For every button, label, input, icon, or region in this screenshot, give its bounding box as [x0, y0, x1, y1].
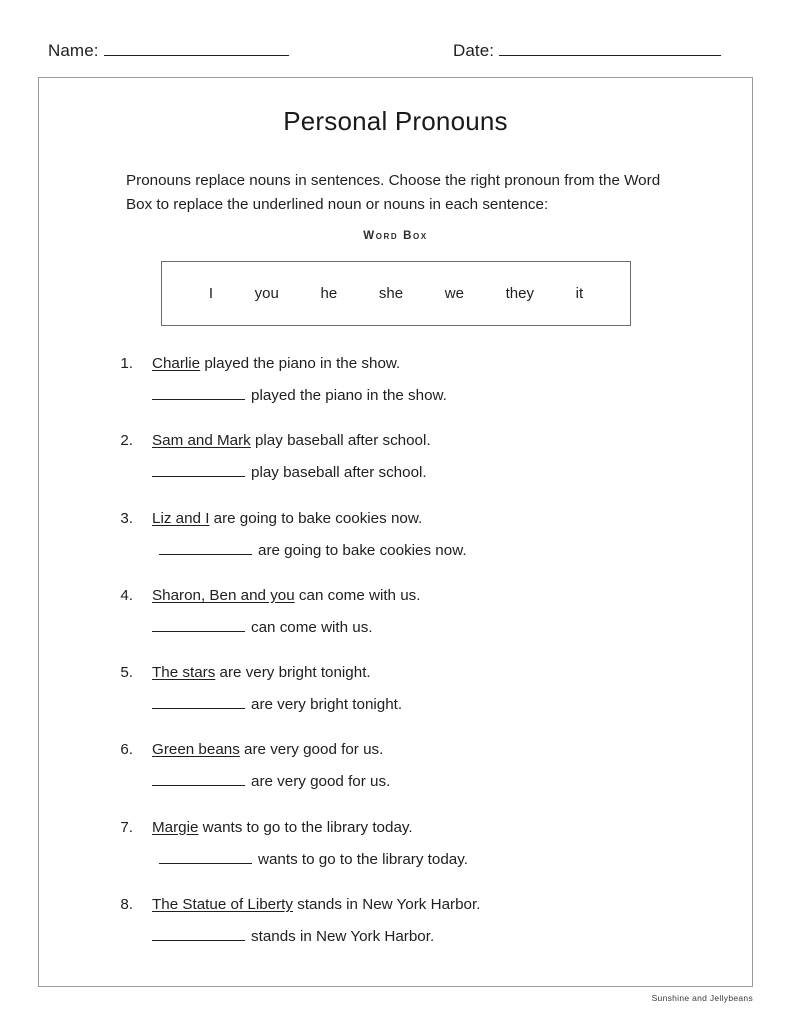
question-number: 7.	[120, 818, 133, 836]
sentence-remainder: are going to bake cookies now.	[209, 509, 423, 527]
sentence-remainder: can come with us.	[294, 586, 421, 604]
answer-sentence-remainder: can come with us.	[251, 618, 373, 636]
pronoun-answer-blank[interactable]	[152, 619, 245, 632]
name-label: Name:	[48, 41, 99, 60]
question-number: 5.	[120, 664, 133, 682]
word-box-label: Word Box	[363, 230, 428, 242]
underlined-noun: The stars	[152, 664, 216, 682]
question-sentence	[152, 510, 422, 527]
word-box-word[interactable]: he	[320, 285, 338, 302]
date-field-group	[453, 41, 721, 61]
word-box-word[interactable]: you	[254, 285, 279, 302]
sentence-remainder: played the piano in the show.	[200, 355, 401, 372]
answer-sentence-remainder: are very bright tonight.	[251, 696, 403, 714]
word-box-word[interactable]: she	[378, 285, 404, 302]
underlined-noun: Margie	[152, 818, 199, 836]
question-number: 6.	[120, 741, 133, 759]
question-item	[39, 741, 752, 818]
underlined-noun: Liz and I	[152, 509, 210, 527]
question-item	[39, 432, 752, 509]
sentence-remainder: wants to go to the library today.	[198, 818, 413, 836]
answer-sentence-remainder: played the piano in the show.	[251, 387, 447, 404]
word-box-word[interactable]: I	[208, 285, 213, 302]
instructions-text: Pronouns replace nouns in sentences. Choose the right pronoun from the Word Box to replace the underlined noun or nouns in each sentence:	[126, 172, 661, 213]
question-number: 2.	[120, 432, 133, 450]
word-box	[161, 261, 631, 326]
underlined-noun: Sam and Mark	[152, 432, 251, 450]
sentence-remainder: play baseball after school.	[250, 432, 431, 450]
pronoun-answer-blank[interactable]	[152, 387, 245, 400]
answer-sentence-remainder: are going to bake cookies now.	[258, 541, 467, 559]
word-box-word[interactable]: they	[505, 285, 534, 302]
question-item	[39, 510, 752, 587]
name-write-in-line[interactable]	[104, 42, 289, 56]
pronoun-answer-blank[interactable]	[152, 928, 245, 941]
pronoun-answer-blank[interactable]	[152, 696, 245, 709]
worksheet-header	[48, 41, 748, 69]
question-sentence	[152, 587, 420, 604]
answer-line-row	[152, 773, 390, 790]
question-number: 1.	[120, 355, 133, 372]
underlined-noun: The Statue of Liberty	[152, 896, 293, 914]
question-sentence	[152, 741, 383, 758]
pronoun-answer-blank[interactable]	[152, 773, 245, 786]
question-number: 8.	[120, 896, 133, 914]
word-box-word[interactable]: we	[444, 285, 464, 302]
question-item	[39, 355, 752, 432]
answer-line-row	[152, 464, 427, 481]
question-sentence	[152, 664, 371, 681]
question-sentence	[152, 896, 480, 913]
question-item	[39, 896, 752, 973]
credit-line: Sunshine and Jellybeans	[651, 993, 753, 1003]
page-title: Personal Pronouns	[283, 106, 508, 136]
answer-sentence-remainder: are very good for us.	[251, 773, 391, 791]
question-number: 3.	[120, 509, 133, 527]
word-box-word[interactable]: it	[575, 285, 584, 302]
name-field-group	[48, 41, 289, 61]
answer-line-row	[152, 696, 402, 713]
question-list	[39, 355, 752, 973]
question-number: 4.	[120, 586, 133, 604]
answer-line-row	[159, 851, 468, 868]
answer-sentence-remainder: stands in New York Harbor.	[251, 928, 435, 946]
underlined-noun: Sharon, Ben and you	[152, 586, 295, 604]
answer-line-row	[159, 542, 467, 559]
pronoun-answer-blank[interactable]	[159, 851, 252, 864]
sentence-remainder: are very good for us.	[239, 741, 384, 759]
question-sentence	[152, 819, 413, 836]
question-sentence	[152, 432, 431, 449]
sentence-remainder: are very bright tonight.	[215, 664, 371, 682]
question-sentence	[152, 355, 400, 372]
sentence-remainder: stands in New York Harbor.	[293, 896, 481, 914]
date-write-in-line[interactable]	[499, 42, 721, 56]
pronoun-answer-blank[interactable]	[152, 464, 245, 477]
pronoun-answer-blank[interactable]	[159, 542, 252, 555]
answer-line-row	[152, 387, 447, 404]
worksheet-sheet	[38, 77, 753, 987]
question-item	[39, 587, 752, 664]
underlined-noun: Green beans	[152, 741, 240, 759]
underlined-noun: Charlie	[152, 355, 201, 372]
answer-sentence-remainder: wants to go to the library today.	[258, 850, 468, 868]
question-item	[39, 664, 752, 741]
date-label: Date:	[453, 41, 495, 60]
answer-sentence-remainder: play baseball after school.	[251, 464, 427, 482]
answer-line-row	[152, 928, 434, 945]
question-item	[39, 819, 752, 896]
answer-line-row	[152, 619, 373, 636]
